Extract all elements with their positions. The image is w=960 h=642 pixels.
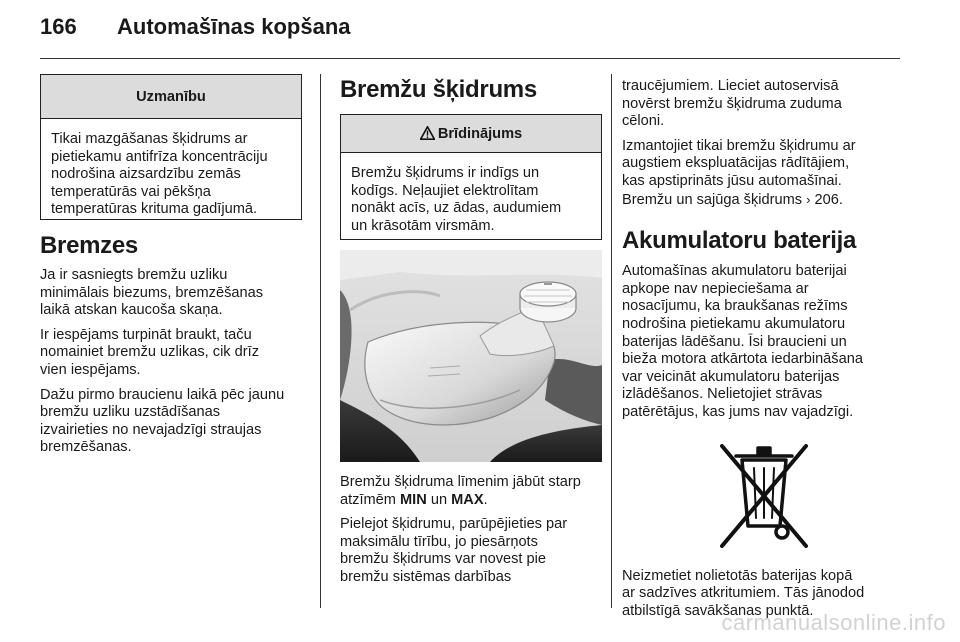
warning-text: Bremžu šķidrums ir indīgs un kodīgs. Neļaujiet elektrolītam nonākt acīs, uz ādas, audumiem un krāsotām virsmām.: [351, 165, 562, 234]
continued-paragraph: traucējumiem. Lieciet autoservisā novērst bremžu šķidruma zuduma cēloni.: [622, 78, 842, 130]
page-number: 166: [40, 14, 77, 39]
page-reference: 206.: [814, 191, 843, 208]
brakes-paragraph-1: Ja ir sasniegts bremžu uzliku minimālais biezums, bremzēšanas laikā atskan kaucoša skaņa.: [40, 267, 264, 319]
warning-box-title: Brīdinājums: [341, 115, 601, 153]
page-title: Automašīnas kopšana: [117, 14, 351, 39]
caution-box-title: Uzmanību: [41, 75, 301, 119]
header-rule: [40, 58, 900, 59]
caution-box-body: [41, 119, 301, 219]
warning-box-body: [341, 153, 601, 235]
page-reference-arrow-icon: ›: [806, 191, 811, 207]
fluid-spec-paragraph: Izmantojiet tikai bremžu šķidrumu ar augstiem ekspluatācijas rādītājiem, kas apstiprināts jūsu automašīnai. Bremžu un sajūga šķidrums › 206.: [622, 137, 856, 208]
battery-paragraph: Automašīnas akumulatoru baterijai apkope nav nepieciešama ar nosacījumu, ka braukšanas režīms nodrošina pietiekamu akumulatoru baterijas lādēšanu. Īsi braucieni un bieža motora atkārtota iedarbināšana var veicināt akumulatoru baterijas izlādēšanos. Nelietojiet strāvas patērētājus, kas jums nav vajadzīgi.: [622, 263, 863, 420]
reservoir-illustration: [340, 250, 602, 462]
brakes-paragraph-2: Ir iespējams turpināt braukt, taču nomainiet bremžu uzlikas, cik drīz vien iespējams.: [40, 326, 259, 378]
brake-fluid-heading: Bremžu šķidrums: [340, 76, 537, 103]
column-divider-1: [320, 74, 321, 608]
caution-box: [40, 74, 302, 220]
warning-box: [340, 114, 602, 240]
disposal-paragraph: Neizmetiet nolietotās baterijas kopā ar sadzīves atkritumiem. Tās jānodod atbilstīgā savākšanas punktā.: [622, 567, 865, 619]
column-1: [40, 74, 302, 457]
level-paragraph: Bremžu šķidruma līmenim jābūt starp atzīmēm MIN un MAX.: [340, 474, 581, 508]
fill-paragraph: Pielejot šķidrumu, parūpējieties par maksimālu tīrību, jo piesārņots bremžu šķidrums var novest pie bremžu sistēmas darbības: [340, 516, 568, 585]
column-3: [622, 78, 912, 620]
brakes-paragraph-3: Dažu pirmo braucienu laikā pēc jaunu bremžu uzliku uzstādīšanas izvairieties no nevajadzīgi straujas bremzēšanas.: [40, 386, 285, 456]
column-2: [340, 76, 602, 587]
brake-fluid-text: [340, 474, 602, 587]
warning-triangle-icon: [420, 126, 435, 140]
watermark: carmanualsonline.info: [721, 610, 946, 635]
column-divider-2: [611, 74, 612, 608]
crossed-out-wheeled-bin-icon: [714, 440, 814, 552]
brake-fluid-reservoir-photo: [340, 250, 602, 462]
battery-heading: Akumulatoru baterija: [622, 227, 857, 255]
min-mark: MIN: [400, 491, 427, 508]
caution-text: Tikai mazgāšanas šķidrums ar pietiekamu antifrīza koncentrāciju nodrošina aizsardzību zemās temperatūrās vai pēkšņa temperatūras krituma gadījumā.: [51, 131, 268, 218]
max-mark: MAX: [451, 491, 484, 508]
brakes-heading: Bremzes: [40, 232, 138, 259]
brakes-section: [40, 232, 302, 457]
